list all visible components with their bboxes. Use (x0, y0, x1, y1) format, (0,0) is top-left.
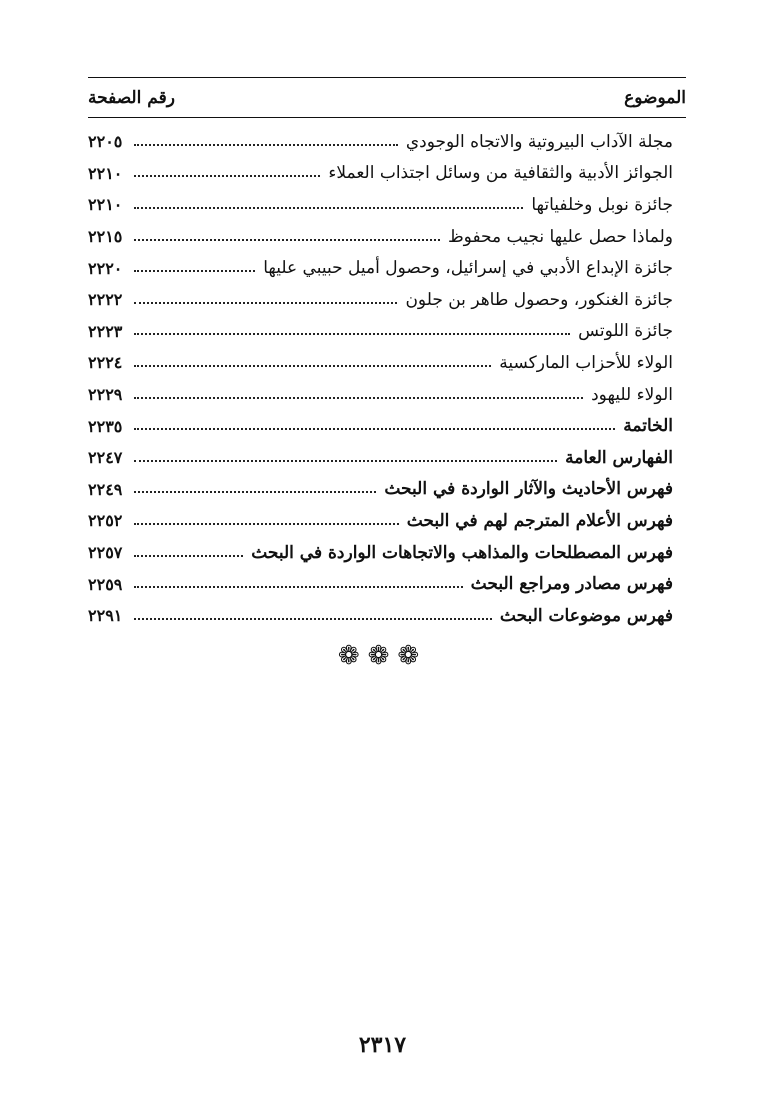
toc-entry-page: ٢٢٥٩ (88, 574, 123, 594)
toc-entry-title: فهرس المصطلحات والمذاهب والاتجاهات الواردة في البحث (251, 542, 673, 563)
topic-column-label: الموضوع (624, 88, 686, 108)
toc-entry-title: الولاء للأحزاب الماركسية (499, 352, 673, 373)
toc-entry-title: فهرس الأحاديث والآثار الواردة في البحث (384, 479, 673, 500)
page-column-label: رقم الصفحة (88, 88, 175, 108)
toc-entry-title: فهرس مصادر ومراجع البحث (470, 574, 673, 595)
toc-entry (88, 600, 673, 632)
toc-entry (88, 189, 673, 221)
toc-entry-page: ٢٢١٠ (88, 195, 123, 215)
toc-entry-page: ٢٢٤٧ (88, 448, 123, 468)
toc-entry (88, 252, 673, 284)
toc-entry (88, 474, 673, 506)
toc-leader-dots (134, 618, 492, 620)
page-number: ٢٣١٧ (358, 1032, 407, 1058)
toc-leader-dots (134, 302, 397, 304)
toc-entry (88, 410, 673, 442)
toc-entry (88, 158, 673, 190)
toc-entry (88, 505, 673, 537)
toc-entry-page: ٢٢٩١ (88, 606, 123, 626)
toc-leader-dots (134, 397, 583, 399)
toc-entry (88, 284, 673, 316)
toc-leader-dots (134, 175, 320, 177)
toc-entry-page: ٢٢٣٥ (88, 416, 123, 436)
toc-entry-title: فهرس موضوعات البحث (499, 605, 673, 626)
toc-leader-dots (134, 333, 570, 335)
toc-leader-dots (134, 523, 398, 525)
toc-entry (88, 442, 673, 474)
toc-entry-title: جائزة الغنكور، وحصول طاهر بن جلون (405, 289, 673, 310)
toc-entry-title: فهرس الأعلام المترجم لهم في البحث (406, 510, 673, 531)
toc-leader-dots (134, 207, 523, 209)
toc-leader-dots (134, 555, 243, 557)
toc-entry-title: مجلة الآداب البيروتية والاتجاه الوجودي (405, 131, 673, 152)
toc-entry (88, 537, 673, 569)
toc-entry-title: جائزة اللوتس (578, 321, 673, 342)
toc-entry-title: ولماذا حصل عليها نجيب محفوظ (447, 226, 673, 247)
toc-entry-page: ٢٢٢٣ (88, 321, 123, 341)
toc-entry-page: ٢٢٥٧ (88, 543, 123, 563)
toc-entry-page: ٢٢٠٥ (88, 132, 123, 152)
toc-entry-page: ٢٢٢٩ (88, 385, 123, 405)
toc-leader-dots (134, 428, 615, 430)
toc-leader-dots (134, 460, 557, 462)
toc-entry-title: الجوائز الأدبية والثقافية من وسائل اجتذاب العملاء (328, 163, 673, 184)
toc-entry-page: ٢٢٢٢ (88, 290, 123, 310)
toc-entry-title: الولاء لليهود (591, 384, 673, 405)
ornament-divider: ❁❁❁ (337, 641, 428, 671)
toc-entry-page: ٢٢٤٩ (88, 479, 123, 499)
toc-entry-page: ٢٢١٥ (88, 227, 123, 247)
toc-leader-dots (134, 144, 397, 146)
toc-entry-title: جائزة نوبل وخلفياتها (531, 194, 673, 215)
toc-entry (88, 126, 673, 158)
toc-entry (88, 379, 673, 411)
toc-entry (88, 316, 673, 348)
toc-entry-page: ٢٢١٠ (88, 163, 123, 183)
toc-leader-dots (134, 365, 491, 367)
toc-leader-dots (134, 270, 255, 272)
toc-entry-title: الفهارس العامة (565, 447, 673, 468)
toc-entry (88, 568, 673, 600)
toc-entry-title: جائزة الإبداع الأدبي في إسرائيل، وحصول أميل حبيبي عليها (263, 258, 673, 279)
toc-entry-page: ٢٢٥٢ (88, 511, 123, 531)
toc-leader-dots (134, 491, 376, 493)
toc-entry-page: ٢٢٢٤ (88, 353, 123, 373)
toc-entry-title: الخاتمة (623, 416, 673, 437)
toc-entry-page: ٢٢٢٠ (88, 258, 123, 278)
toc-entry (88, 347, 673, 379)
toc-leader-dots (134, 239, 440, 241)
header-bottom-rule (88, 117, 686, 118)
header-top-rule (88, 77, 686, 78)
table-of-contents (88, 126, 673, 632)
toc-header (88, 82, 686, 114)
toc-leader-dots (134, 586, 462, 588)
toc-entry (88, 221, 673, 253)
